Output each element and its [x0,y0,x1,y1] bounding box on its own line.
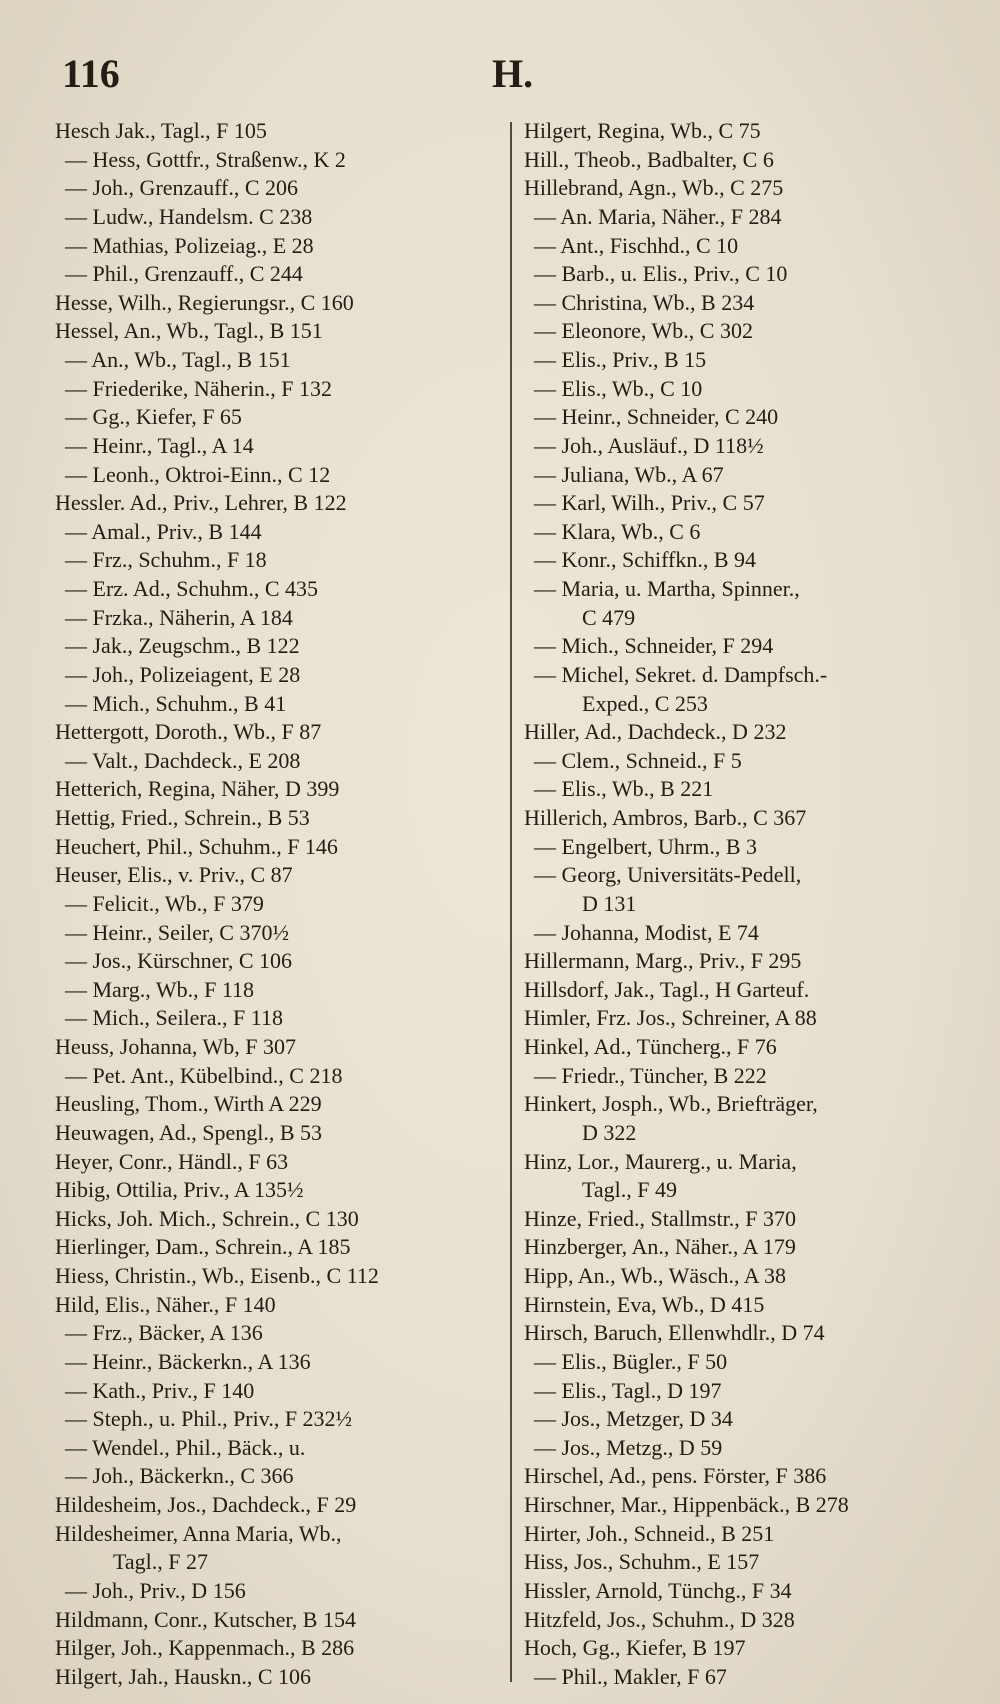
directory-entry: Hierlinger, Dam., Schrein., A 185 [55,1234,351,1260]
directory-entry: — Eleonore, Wb., C 302 [534,318,753,344]
directory-entry: — Jos., Metzg., D 59 [534,1434,723,1460]
directory-entry: Hirschner, Mar., Hippenbäck., B 278 [524,1492,849,1517]
directory-entry: — Hess, Gottfr., Straßenw., K 2 [65,146,346,172]
directory-entry: — Engelbert, Uhrm., B 3 [534,833,758,859]
directory-entry: — Joh., Grenzauff., C 206 [65,175,298,201]
page-number: 116 [62,51,120,96]
directory-entry: Hettergott, Doroth., Wb., F 87 [55,719,322,745]
directory-entry: — Joh., Priv., D 156 [65,1577,246,1603]
directory-entry: — Jos., Metzger, D 34 [534,1406,733,1432]
directory-entry: — Johanna, Modist, E 74 [534,919,759,945]
directory-entry: — Mich., Schuhm., B 41 [65,690,287,716]
directory-entry: Hillebrand, Agn., Wb., C 275 [524,175,784,201]
directory-entry: Hinzberger, An., Näher., A 179 [524,1234,796,1260]
directory-entry: — Clem., Schneid., F 5 [534,747,742,773]
directory-entry: — Elis., Bügler., F 50 [534,1348,728,1374]
directory-entry: — Jos., Kürschner, C 106 [65,948,293,974]
directory-entry: — Jak., Zeugschm., B 122 [65,633,300,659]
directory-entry: — Frz., Schuhm., F 18 [65,547,267,573]
section-letter: H. [492,51,534,96]
directory-entry: Hirsch, Baruch, Ellenwhdlr., D 74 [524,1320,825,1346]
directory-entry: — Erz. Ad., Schuhm., C 435 [65,576,318,601]
directory-entry: — Michel, Sekret. d. Dampfsch.- [534,661,828,687]
directory-entry: D 322 [582,1119,637,1145]
directory-entry: — Ant., Fischhd., C 10 [534,232,739,258]
column-divider [510,122,512,1682]
directory-entry: — Leonh., Oktroi-Einn., C 12 [65,461,331,487]
directory-entry: — Friedr., Tüncher, B 222 [534,1062,767,1088]
directory-entry: D 131 [582,890,637,916]
directory-entry: Hiss, Jos., Schuhm., E 157 [524,1549,760,1575]
directory-entry: — Friederike, Näherin., F 132 [65,375,332,401]
directory-entry: Hillerich, Ambros, Barb., C 367 [524,805,807,830]
directory-entry: — Heinr., Seiler, C 370½ [65,919,289,945]
directory-entry: — Heinr., Tagl., A 14 [65,432,254,458]
directory-entry: Hesse, Wilh., Regierungsr., C 160 [55,289,354,315]
directory-entry: Heuchert, Phil., Schuhm., F 146 [55,833,338,859]
right-column [524,118,969,1690]
directory-entry: Hilgert, Jah., Hauskn., C 106 [55,1663,312,1689]
directory-entry: — Ludw., Handelsm. C 238 [65,203,313,229]
directory-entry: Hiller, Ad., Dachdeck., D 232 [524,719,787,745]
directory-entry: Hessel, An., Wb., Tagl., B 151 [55,318,323,344]
directory-entry: — Frzka., Näherin, A 184 [65,604,293,630]
directory-entry: Exped., C 253 [582,690,708,716]
directory-entry: — Christina, Wb., B 234 [534,289,755,315]
directory-entry: — Mich., Schneider, F 294 [534,633,774,659]
directory-entry: Heuser, Elis., v. Priv., C 87 [55,862,293,888]
directory-entry: Hildesheimer, Anna Maria, Wb., [55,1520,342,1546]
directory-entry: Hilger, Joh., Kappenmach., B 286 [55,1635,355,1661]
directory-entry: — Gg., Kiefer, F 65 [65,404,242,430]
directory-entry: Hicks, Joh. Mich., Schrein., C 130 [55,1205,359,1231]
directory-entry: — Valt., Dachdeck., E 208 [65,747,301,773]
directory-entry: Hessler. Ad., Priv., Lehrer, B 122 [55,490,347,516]
directory-entry: Hinkel, Ad., Tüncherg., F 76 [524,1034,777,1059]
directory-entry: — Konr., Schiffkn., B 94 [534,547,757,573]
directory-entry: — Felicit., Wb., F 379 [65,890,264,916]
directory-entry: Hirter, Joh., Schneid., B 251 [524,1520,775,1546]
directory-entry: Hissler, Arnold, Tünchg., F 34 [524,1577,792,1603]
directory-entry: Heyer, Conr., Händl., F 63 [55,1148,289,1174]
directory-entry: Hildmann, Conr., Kutscher, B 154 [55,1606,356,1632]
directory-entry: — Joh., Ausläuf., D 118½ [534,432,764,458]
directory-entry: — Pet. Ant., Kübelbind., C 218 [65,1062,343,1088]
directory-entry: Hipp, An., Wb., Wäsch., A 38 [524,1263,786,1288]
directory-entry: — Steph., u. Phil., Priv., F 232½ [65,1406,353,1432]
directory-entry: Hinz, Lor., Maurerg., u. Maria, [524,1148,797,1174]
directory-entry: Hillermann, Marg., Priv., F 295 [524,948,802,974]
directory-entry: — Heinr., Bäckerkn., A 136 [65,1348,311,1374]
directory-entry: — Elis., Wb., C 10 [534,375,703,401]
directory-entry: Heusling, Thom., Wirth A 229 [55,1091,322,1117]
directory-entry: Hirnstein, Eva, Wb., D 415 [524,1291,765,1317]
directory-entry: Heuwagen, Ad., Spengl., B 53 [55,1119,323,1145]
directory-entry: C 479 [582,604,636,630]
directory-entry: — Kath., Priv., F 140 [65,1377,255,1403]
directory-entry: Hoch, Gg., Kiefer, B 197 [524,1635,746,1661]
directory-entry: — Phil., Grenzauff., C 244 [65,261,303,287]
directory-entry: — Elis., Priv., B 15 [534,347,707,372]
left-column [55,118,505,1690]
directory-entry: — Georg, Universitäts-Pedell, [534,862,802,888]
directory-entry: Hesch Jak., Tagl., F 105 [55,118,267,143]
directory-entry: Hinze, Fried., Stallmstr., F 370 [524,1205,796,1231]
directory-entry: — Barb., u. Elis., Priv., C 10 [534,261,788,287]
directory-entry: — An. Maria, Näher., F 284 [534,203,782,229]
directory-entry: — An., Wb., Tagl., B 151 [65,347,291,372]
directory-entry: — Juliana, Wb., A 67 [534,461,724,487]
directory-entry: — Maria, u. Martha, Spinner., [534,576,800,601]
directory-entry: — Mathias, Polizeiag., E 28 [65,232,314,258]
directory-entry: Heuss, Johanna, Wb, F 307 [55,1034,296,1059]
directory-entry: — Wendel., Phil., Bäck., u. [65,1434,306,1460]
directory-entry: Hettig, Fried., Schrein., B 53 [55,805,310,830]
directory-entry: — Elis., Wb., B 221 [534,776,714,802]
directory-entry: — Joh., Bäckerkn., C 366 [65,1463,294,1489]
directory-entry: — Heinr., Schneider, C 240 [534,404,779,430]
directory-entry: Hetterich, Regina, Näher, D 399 [55,776,340,802]
directory-entry: — Frz., Bäcker, A 136 [65,1320,263,1346]
directory-entry: Himler, Frz. Jos., Schreiner, A 88 [524,1005,817,1031]
directory-entry: Hild, Elis., Näher., F 140 [55,1291,276,1317]
directory-entry: — Elis., Tagl., D 197 [534,1377,722,1403]
directory-entry: Hildesheim, Jos., Dachdeck., F 29 [55,1492,357,1517]
directory-entry: — Klara, Wb., C 6 [534,518,701,544]
directory-entry: — Marg., Wb., F 118 [65,976,255,1002]
directory-entry: Hiess, Christin., Wb., Eisenb., C 112 [55,1263,379,1288]
directory-entry: Hinkert, Josph., Wb., Briefträger, [524,1091,818,1117]
directory-entry: Hillsdorf, Jak., Tagl., H Garteuf. [524,976,810,1002]
directory-entry: Hitzfeld, Jos., Schuhm., D 328 [524,1606,795,1632]
directory-entry: Tagl., F 27 [113,1549,209,1575]
directory-entry: Hill., Theob., Badbalter, C 6 [524,146,774,172]
directory-entry: — Amal., Priv., B 144 [65,518,262,544]
directory-entry: — Joh., Polizeiagent, E 28 [65,661,301,687]
directory-entry: Tagl., F 49 [582,1177,678,1203]
directory-entry: Hilgert, Regina, Wb., C 75 [524,118,761,143]
directory-entry: Hirschel, Ad., pens. Förster, F 386 [524,1463,827,1489]
directory-entry: — Mich., Seilera., F 118 [65,1005,283,1031]
directory-entry: — Phil., Makler, F 67 [534,1663,727,1689]
directory-entry: — Karl, Wilh., Priv., C 57 [534,490,765,516]
page-header [62,50,542,120]
directory-entry: Hibig, Ottilia, Priv., A 135½ [55,1177,304,1203]
